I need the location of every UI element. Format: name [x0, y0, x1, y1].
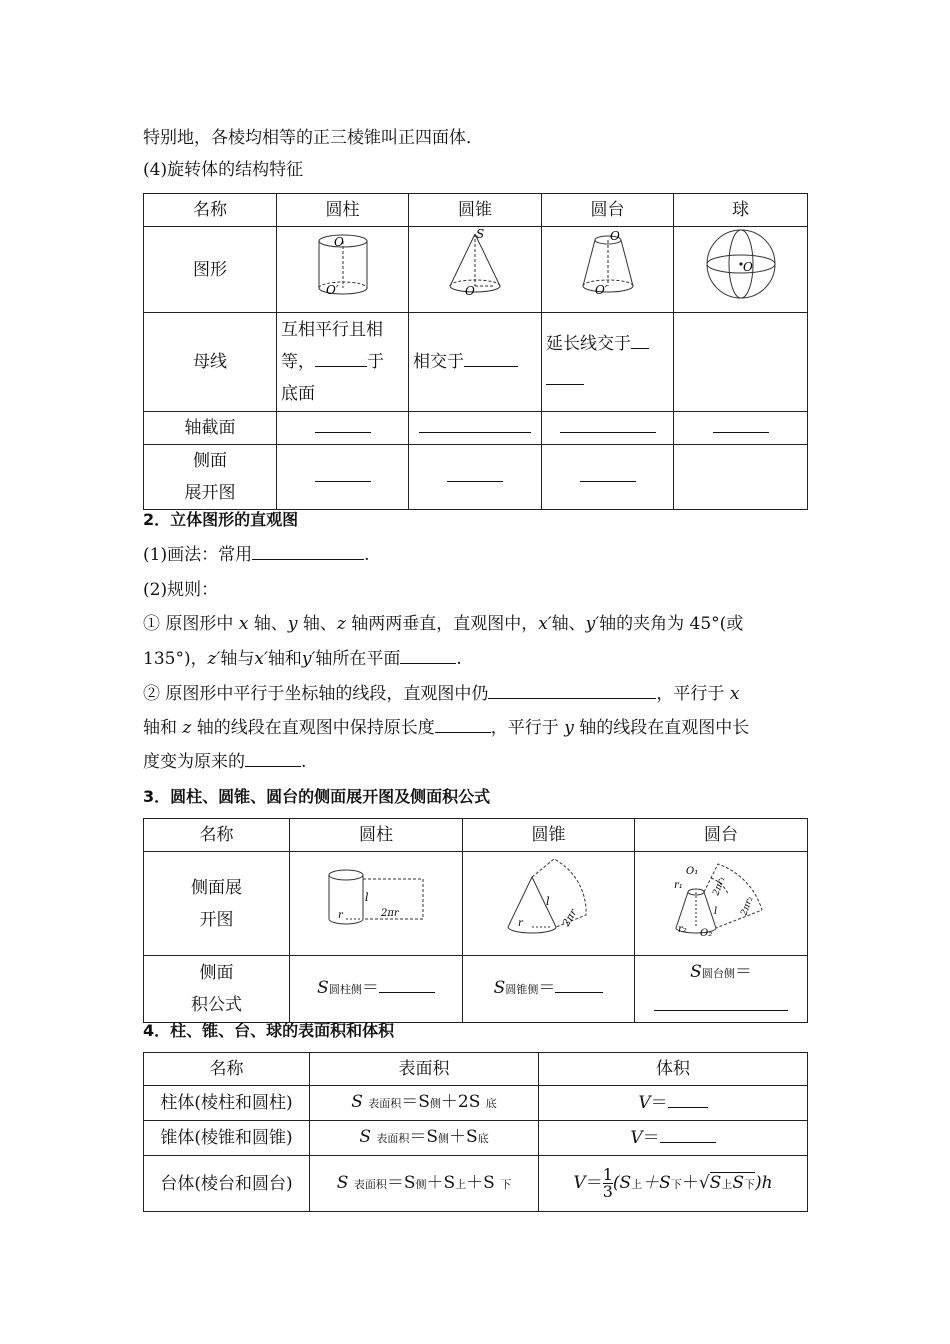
- blank-plane[interactable]: [400, 646, 456, 664]
- frus-unfold-O1: O₁: [686, 866, 699, 877]
- blank-length[interactable]: [435, 715, 491, 733]
- frustum-axial: [542, 412, 674, 445]
- frustum-label-O1: O′: [594, 283, 608, 297]
- frustum-label-O: O: [609, 229, 620, 243]
- prism-name: 柱体(棱柱和圆柱): [144, 1086, 310, 1121]
- blank-cone-lateral[interactable]: [555, 975, 603, 993]
- frus-unfold-2pir1: 2πr₁: [711, 875, 728, 898]
- blank-frustum-axial[interactable]: [560, 415, 656, 433]
- frustum-name: 台体(棱台和圆台): [144, 1156, 310, 1212]
- blank-frustum-gen-2[interactable]: [546, 367, 584, 385]
- cylinder-label-O: O: [333, 235, 344, 249]
- s2-rule2-line2: 轴和 z 轴的线段在直观图中保持原长度 ，平行于 y 轴的线段在直观图中长: [143, 715, 749, 740]
- frustum-volume-formula: V＝ $\frac{1}{3}$ (S上＋S下＋√S上S下)h: [539, 1156, 808, 1212]
- cone-lateral-formula: S圆锥侧＝: [463, 956, 635, 1023]
- cone-label-S: S: [476, 228, 485, 241]
- frustum-unfold: [542, 445, 674, 510]
- frus-unfold-r1: r₁: [674, 880, 683, 891]
- cyl-unfold-r: r: [338, 910, 343, 921]
- s2-rule1-line2: 135°)，z′轴与x′轴和y′轴所在平面 .: [143, 646, 462, 671]
- blank-frustum-unfold[interactable]: [580, 464, 636, 482]
- cone-unfold-figure: [463, 852, 635, 956]
- s2-p1: (1)画法：常用 .: [143, 542, 370, 567]
- frus-unfold-O2: O₂: [700, 928, 713, 939]
- cylinder-lateral-formula: S圆柱侧＝: [290, 956, 463, 1023]
- frustum-figure: [542, 227, 674, 313]
- s2-rule2-line1: ② 原图形中平行于坐标轴的线段，直观图中仍 ，平行于 x: [143, 681, 739, 706]
- pyramid-volume-formula: V＝: [539, 1121, 808, 1156]
- blank-parallel[interactable]: [488, 681, 656, 699]
- cone-axial: [409, 412, 542, 445]
- sqrt-sign-icon: √: [698, 1172, 710, 1193]
- cone-generatrix: 相交于: [409, 313, 542, 412]
- blank-prism-volume[interactable]: [668, 1090, 708, 1108]
- cone-unfold-r: r: [517, 918, 523, 929]
- pyramid-surface-formula: S 表面积＝S侧＋S底: [310, 1121, 539, 1156]
- s2-rule2-line3: 度变为原来的 .: [143, 749, 306, 774]
- blank-cyl-axial[interactable]: [315, 415, 371, 433]
- t4-header-volume: 体积: [539, 1053, 808, 1086]
- intro-line-2: (4)旋转体的结构特征: [143, 160, 304, 180]
- fraction-one-third: $\frac{1}{3}$: [602, 1164, 613, 1201]
- blank-frus-lateral[interactable]: [654, 993, 788, 1011]
- cylinder-label-O1: O′: [325, 283, 339, 297]
- intro-line-1: 特别地，各棱均相等的正三棱锥叫正四面体．: [143, 128, 483, 148]
- frus-unfold-r2: r₂: [678, 924, 687, 935]
- sphere-generatrix: [674, 313, 808, 412]
- t3-header-cone: 圆锥: [463, 819, 635, 852]
- cyl-gen-line1: 互相平行且相: [281, 320, 383, 340]
- cyl-gen-line3: 底面: [281, 384, 315, 404]
- t3-row-unfold-label: 侧面展 开图: [144, 852, 290, 956]
- t1-header-frustum: 圆台: [542, 194, 674, 227]
- t3-header-name: 名称: [144, 819, 290, 852]
- surface-volume-table: [143, 1052, 808, 1212]
- sphere-figure: [674, 227, 808, 313]
- blank-sphere-axial[interactable]: [713, 415, 769, 433]
- t1-row-figure-label: 图形: [144, 227, 277, 313]
- pyramid-name: 锥体(棱锥和圆锥): [144, 1121, 310, 1156]
- cone-unfold: [409, 445, 542, 510]
- cone-unfold-2pir: 2πr: [560, 907, 579, 929]
- frus-unfold-2pir2: 2πr₂: [739, 895, 756, 918]
- t3-header-frustum: 圆台: [635, 819, 808, 852]
- section4-title: 4．柱、锥、台、球的表面积和体积: [143, 1021, 395, 1040]
- blank-ratio[interactable]: [245, 749, 301, 767]
- rotation-body-table: [143, 193, 808, 510]
- blank-method[interactable]: [252, 542, 364, 560]
- cyl-gen-line2: 等， 于: [281, 346, 404, 378]
- s2-p2: (2)规则：: [143, 580, 219, 600]
- cone-label-O: O: [465, 284, 475, 298]
- sphere-label-O: O: [742, 260, 753, 274]
- t1-header-name: 名称: [144, 194, 277, 227]
- blank-cone-unfold[interactable]: [447, 464, 503, 482]
- prism-surface-formula: S 表面积＝S侧＋2S 底: [310, 1086, 539, 1121]
- t4-header-name: 名称: [144, 1053, 310, 1086]
- t1-row-axial-label: 轴截面: [144, 412, 277, 445]
- blank-cyl-lateral[interactable]: [379, 975, 435, 993]
- blank-cone-gen[interactable]: [464, 349, 518, 367]
- t4-header-surface: 表面积: [310, 1053, 539, 1086]
- t3-header-cylinder: 圆柱: [290, 819, 463, 852]
- cyl-unfold-l: l: [365, 891, 369, 904]
- cyl-unfold-2pir: 2πr: [381, 908, 399, 919]
- t1-header-sphere: 球: [674, 194, 808, 227]
- frustum-unfold-figure: [635, 852, 808, 956]
- sphere-unfold: [674, 445, 808, 510]
- cylinder-unfold-figure: [290, 852, 463, 956]
- blank-cyl-gen[interactable]: [315, 349, 367, 367]
- cylinder-generatrix: [277, 313, 409, 412]
- frustum-lateral-formula: S圆台侧＝: [635, 956, 808, 1023]
- section2-title: 2．立体图形的直观图: [143, 510, 299, 529]
- blank-cone-axial[interactable]: [419, 415, 531, 433]
- frustum-surface-formula: S 表面积＝S侧＋S上＋S 下: [310, 1156, 539, 1212]
- cylinder-unfold: [277, 445, 409, 510]
- t1-row-generatrix-label: 母线: [144, 313, 277, 412]
- sphere-axial: [674, 412, 808, 445]
- frus-unfold-l: l: [714, 906, 718, 917]
- t3-row-formula-label: 侧面 积公式: [144, 956, 290, 1023]
- cone-figure: [409, 227, 542, 313]
- cylinder-figure: [277, 227, 409, 313]
- blank-pyramid-volume[interactable]: [660, 1125, 716, 1143]
- prism-volume-formula: V＝: [539, 1086, 808, 1121]
- lateral-area-table: [143, 818, 808, 1023]
- s2-rule1-line1: ① 原图形中 x 轴、y 轴、z 轴两两垂直，直观图中，x′轴、y′轴的夹角为 45°(或: [143, 614, 744, 634]
- cylinder-axial: [277, 412, 409, 445]
- cone-unfold-l: l: [545, 895, 550, 908]
- frustum-generatrix: 延长线交于: [542, 313, 674, 412]
- t1-header-cone: 圆锥: [409, 194, 542, 227]
- t1-header-cylinder: 圆柱: [277, 194, 409, 227]
- t1-row-unfold-label: 侧面 展开图: [144, 445, 277, 510]
- blank-frustum-gen[interactable]: [631, 331, 649, 349]
- section3-title: 3．圆柱、圆锥、圆台的侧面展开图及侧面积公式: [143, 787, 491, 806]
- sqrt-radicand: S上S下: [709, 1172, 755, 1193]
- blank-cyl-unfold[interactable]: [315, 464, 371, 482]
